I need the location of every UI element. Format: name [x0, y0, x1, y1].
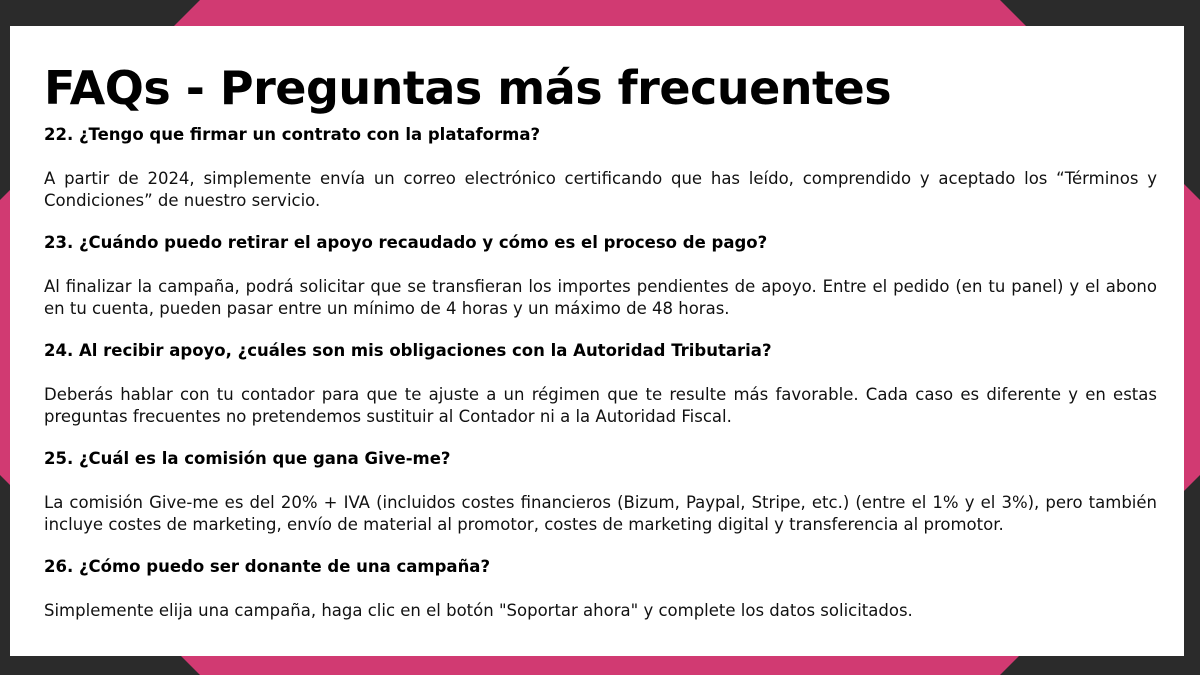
- faq-item-24: [44, 340, 1157, 428]
- faq-item-23: [44, 232, 1157, 320]
- faq-question: 26. ¿Cómo puedo ser donante de una campaña?: [44, 557, 491, 576]
- faq-item-25: [44, 448, 1157, 536]
- faq-question: 25. ¿Cuál es la comisión que gana Give-me?: [44, 449, 451, 468]
- faq-card: [10, 26, 1184, 656]
- page-title: FAQs - Preguntas más frecuentes: [44, 61, 892, 115]
- faq-answer: Al finalizar la campaña, podrá solicitar que se transfieran los importes pendientes de apoyo. Entre el pedido (en tu panel) y el abono en tu cuenta, pueden pasar entre un mínimo de 4 horas y un máximo de 48 horas.: [44, 277, 1157, 318]
- faq-question: 23. ¿Cuándo puedo retirar el apoyo recaudado y cómo es el proceso de pago?: [44, 233, 768, 252]
- faq-answer: A partir de 2024, simplemente envía un correo electrónico certificando que has leído, comprendido y aceptado los “Términos y Condiciones” de nuestro servicio.: [44, 169, 1157, 210]
- faq-question: 24. Al recibir apoyo, ¿cuáles son mis obligaciones con la Autoridad Tributaria?: [44, 341, 772, 360]
- faq-answer: La comisión Give-me es del 20% + IVA (incluidos costes financieros (Bizum, Paypal, Stripe, etc.) (entre el 1% y el 3%), pero también incluye costes de marketing, envío de material al promotor, costes de marketing digital y transferencia al promotor.: [44, 493, 1157, 534]
- faq-answer: Deberás hablar con tu contador para que te ajuste a un régimen que te resulte más favorable. Cada caso es diferente y en estas preguntas frecuentes no pretendemos sustituir al Contador ni a la Autoridad Fiscal.: [44, 385, 1157, 426]
- faq-answer: Simplemente elija una campaña, haga clic en el botón "Soportar ahora" y complete los datos solicitados.: [44, 601, 913, 620]
- faq-question: 22. ¿Tengo que firmar un contrato con la plataforma?: [44, 125, 541, 144]
- faq-item-22: [44, 124, 1157, 212]
- faq-item-26: [44, 556, 1157, 622]
